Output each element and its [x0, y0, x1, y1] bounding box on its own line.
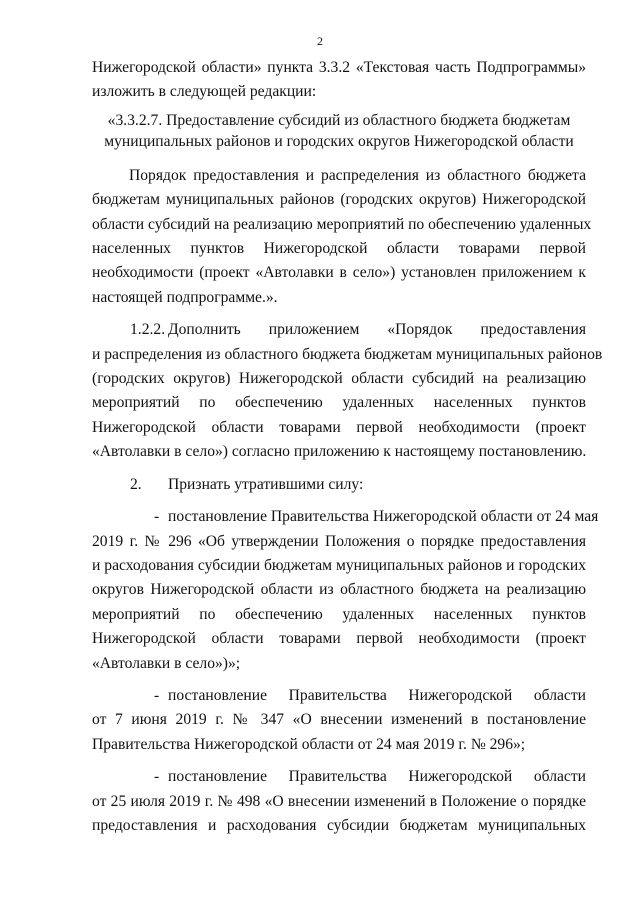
paragraph-line: от 25 июля 2019 г. № 498 «О внесении изменений в Положение о порядке	[92, 792, 586, 810]
paragraph-line: предоставления и расходования субсидии бюджетам муниципальных	[92, 816, 586, 834]
bullet-dash: -	[154, 768, 160, 786]
numbered-item-1-2-2	[92, 318, 586, 342]
paragraph-line: 2019 г. № 296 «Об утверждении Положения о порядке предоставления	[92, 532, 586, 550]
paragraph-line: Правительства Нижегородской области от 24 мая 2019 г. № 296»;	[92, 735, 526, 753]
bullet-item-2	[92, 684, 586, 708]
paragraph-line: Нижегородской области товарами первой необходимости (проект	[92, 418, 586, 436]
paragraph-line: постановление Правительства Нижегородской области	[168, 686, 586, 704]
paragraph-line: округов Нижегородской области из областного бюджета на реализацию	[92, 581, 586, 599]
item-number: 1.2.2.	[130, 321, 166, 339]
bullet-dash: -	[154, 686, 160, 704]
paragraph-line: области субсидий на реализацию мероприятий по обеспечению удаленных	[92, 215, 592, 233]
paragraph-line: от 7 июня 2019 г. № 347 «О внесении изменений в постановление	[92, 711, 586, 729]
paragraph-line: постановление Правительства Нижегородской области	[168, 768, 586, 786]
bullet-item-1	[92, 505, 599, 529]
heading-line: муниципальных районов и городских округов Нижегородской области	[104, 132, 574, 150]
intro-line: изложить в следующей редакции:	[92, 83, 317, 101]
paragraph-line: Порядок предоставления и распределения из областного бюджета	[129, 166, 586, 184]
page-number: 2	[317, 34, 323, 48]
paragraph-line: и расходования субсидии бюджетам муниципальных районов и городских	[92, 556, 586, 574]
paragraph-line: бюджетам муниципальных районов (городских округов) Нижегородской	[92, 191, 586, 209]
paragraph-line: Признать утратившими силу:	[168, 475, 364, 493]
paragraph-line: (городских округов) Нижегородской области субсидий на реализацию	[92, 370, 586, 388]
bullet-item-3	[92, 765, 586, 789]
paragraph-line: мероприятий по обеспечению удаленных населенных пунктов	[92, 394, 586, 412]
paragraph-line: постановление Правительства Нижегородской области от 24 мая	[168, 508, 599, 526]
section-heading	[92, 110, 586, 152]
paragraph-line: и распределения из областного бюджета бюджетам муниципальных районов	[92, 345, 603, 363]
paragraph-line: мероприятий по обеспечению удаленных населенных пунктов	[92, 605, 586, 623]
paragraph-line: населенных пунктов Нижегородской области товарами первой	[92, 240, 586, 258]
intro-line: Нижегородской области» пункта 3.3.2 «Текстовая часть Подпрограммы»	[92, 59, 586, 76]
heading-line: «3.3.2.7. Предоставление субсидий из областного бюджета бюджетам	[107, 111, 571, 129]
document-body	[92, 56, 603, 838]
paragraph-line: настоящей подпрограмме.».	[92, 288, 278, 306]
paragraph-line: необходимости (проект «Автолавки в село») установлен приложением к	[92, 264, 586, 282]
paragraph-line: «Автолавки в село»)»;	[92, 654, 241, 672]
bullet-dash: -	[154, 508, 160, 526]
paragraph-line: «Автолавки в село») согласно приложению к настоящему постановлению.	[92, 443, 587, 461]
paragraph-line: Дополнить приложением «Порядок предоставления	[168, 321, 586, 339]
numbered-item-2	[92, 473, 586, 497]
item-number: 2.	[130, 475, 142, 493]
paragraph-line: Нижегородской области товарами первой необходимости (проект	[92, 630, 586, 648]
